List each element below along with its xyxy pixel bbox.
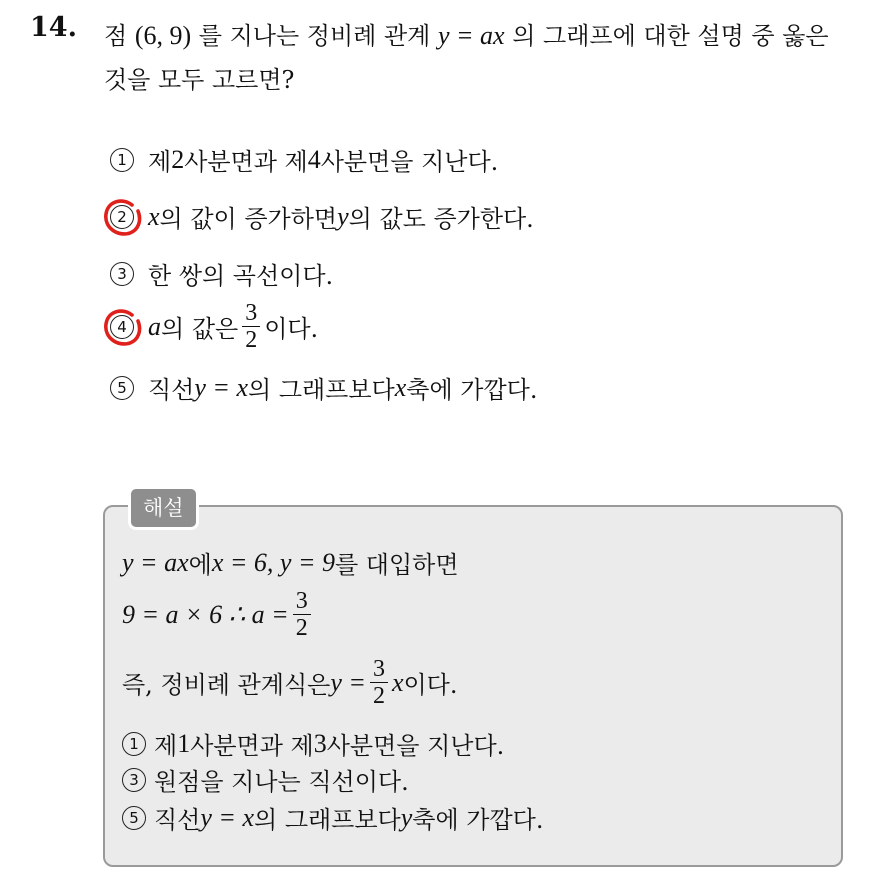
solution-line-5 xyxy=(122,762,409,797)
solution-line-4 xyxy=(122,726,504,761)
c4-p1: 의 값은 xyxy=(161,315,239,343)
q-text-3: 의 그래프에 대한 설명 중 옳은 xyxy=(504,22,829,50)
choice-number-3: 3 xyxy=(110,262,134,286)
choice-2 xyxy=(110,199,534,234)
s6-t2: 의 그래프보다 xyxy=(254,806,401,834)
s6-t3: 축에 가깝다. xyxy=(412,806,544,834)
s1-t1: 에 xyxy=(188,551,212,579)
choice-number-5: 5 xyxy=(110,376,134,400)
s6-choice-number: 5 xyxy=(122,806,146,830)
c5-v1: x xyxy=(394,372,407,402)
c2-p1: 의 값이 증가하면 xyxy=(159,205,338,233)
c4-frac-den: 2 xyxy=(245,327,258,353)
c1-n2: 4 xyxy=(307,144,321,174)
s2-fraction xyxy=(293,588,311,641)
choice-number-4-text: 4 xyxy=(117,317,127,336)
c1-p3: 사분면을 지난다. xyxy=(320,148,499,176)
s4-t1: 제 xyxy=(154,732,178,760)
s2-frac-num: 3 xyxy=(293,588,311,615)
s6-var: y xyxy=(400,802,413,832)
s4-choice-number: 1 xyxy=(122,732,146,756)
c4-fraction xyxy=(242,300,260,353)
s3-frac-num: 3 xyxy=(370,656,388,683)
q-text-2: 를 지나는 정비례 관계 xyxy=(191,22,438,50)
s2-frac-den: 2 xyxy=(295,615,308,641)
choice-number-1: 1 xyxy=(110,148,134,172)
c1-p2: 사분면과 제 xyxy=(184,148,308,176)
s2-eq: 9 = a × 6 ∴ a = xyxy=(122,599,289,629)
c3-p1: 한 쌍의 곡선이다. xyxy=(148,262,334,290)
c4-v1: a xyxy=(148,311,161,341)
solution-line-6 xyxy=(122,800,543,835)
s1-eq1: y = ax xyxy=(122,547,189,577)
q-point: (6, 9) xyxy=(134,21,192,50)
s3-t2: 이다. xyxy=(403,671,458,699)
c4-frac-num: 3 xyxy=(242,300,260,327)
question-number: 14. xyxy=(30,12,77,43)
c1-p1: 제 xyxy=(148,148,172,176)
choice-number-4 xyxy=(110,315,134,339)
choice-4 xyxy=(110,300,318,353)
c5-p3: 축에 가깝다. xyxy=(406,376,538,404)
s1-t2: 를 대입하면 xyxy=(334,551,459,579)
c2-v1: x xyxy=(148,201,160,231)
solution-tag: 해설 xyxy=(128,486,199,530)
s3-t1: 즉, 정비례 관계식은 xyxy=(122,671,331,699)
s3-fraction xyxy=(370,656,388,709)
s4-t2: 사분면과 제 xyxy=(190,732,314,760)
c5-p2: 의 그래프보다 xyxy=(248,376,395,404)
choice-5 xyxy=(110,370,537,405)
s4-t3: 사분면을 지난다. xyxy=(326,732,505,760)
c1-n1: 2 xyxy=(171,144,185,174)
choice-number-2 xyxy=(110,205,134,229)
s5-t1: 원점을 지나는 직선이다. xyxy=(154,768,409,796)
s4-n1: 1 xyxy=(177,728,191,758)
choice-1 xyxy=(110,142,498,177)
c2-v2: y xyxy=(337,201,349,231)
s4-n2: 3 xyxy=(313,728,327,758)
solution-line-1 xyxy=(122,545,459,580)
c4-p2: 이다. xyxy=(264,315,319,343)
s5-choice-number: 3 xyxy=(122,768,146,792)
choice-number-2-text: 2 xyxy=(117,207,127,226)
q-text-line2: 것을 모두 고르면? xyxy=(104,66,295,94)
q-equation: y = ax xyxy=(437,21,505,50)
s3-var: x xyxy=(391,667,404,697)
s6-t1: 직선 xyxy=(154,806,201,834)
c2-p2: 의 값도 증가한다. xyxy=(348,205,534,233)
c5-eq: y = x xyxy=(194,372,248,402)
s3-frac-den: 2 xyxy=(372,683,385,709)
q-text-1: 점 xyxy=(104,22,135,50)
s6-eq: y = x xyxy=(200,802,254,832)
s1-eq2: x = 6, y = 9 xyxy=(211,547,335,577)
solution-line-2 xyxy=(122,588,315,641)
solution-line-3 xyxy=(122,656,458,709)
question-text xyxy=(104,14,874,102)
c5-p1: 직선 xyxy=(148,376,195,404)
choice-3 xyxy=(110,256,333,291)
s3-eq: y = xyxy=(330,667,366,697)
